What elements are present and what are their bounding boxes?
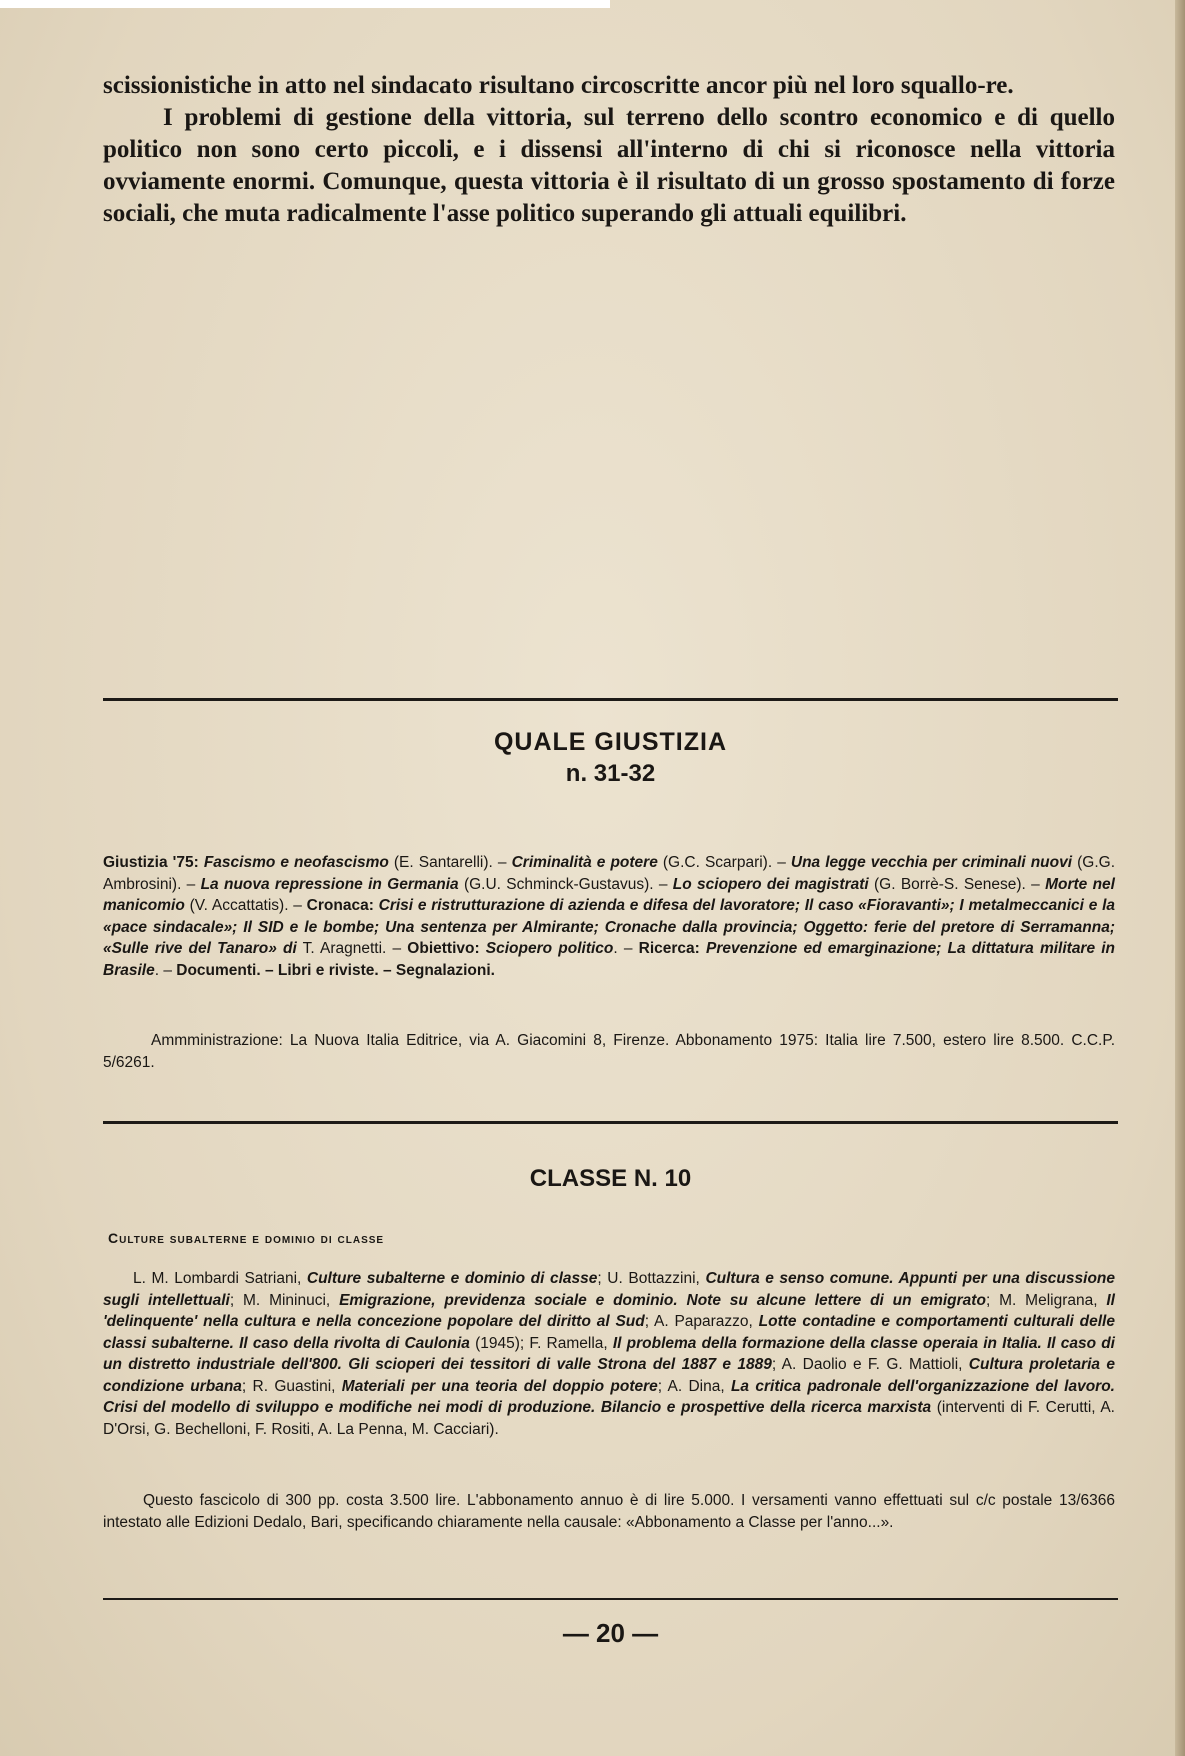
contents-segment: L. M. Lombardi Satriani, (133, 1270, 307, 1287)
contents-segment: La critica padronale dell'organizzazione del lavoro. Crisi del modello di sviluppo e modifiche nei modi di produzione. Bilancio e prospettive della ricerca marxista (103, 1377, 1115, 1416)
contents-segment: Cultura proletaria e condizione urbana (103, 1356, 1115, 1395)
contents-segment: Ricerca: (638, 940, 706, 957)
classe-contents (103, 1268, 1115, 1440)
contents-segment: (G. Borrè-S. Senese). – (868, 875, 1046, 893)
classe-subtitle: Culture subalterne e dominio di classe (108, 1230, 385, 1246)
contents-segment: Documenti. – Libri e riviste. – Segnalazioni. (176, 961, 495, 979)
intro-text (103, 70, 1115, 230)
contents-segment: Lo sciopero dei magistrati (672, 875, 869, 893)
page-number: — 20 — (562, 1618, 659, 1648)
contents-segment: Obiettivo: (407, 940, 486, 957)
contents-segment: (G.C. Scarpari). – (657, 854, 791, 871)
section-divider (103, 698, 1118, 701)
contents-segment: (E. Santarelli). – (388, 854, 512, 871)
quale-giustizia-contents (103, 852, 1115, 981)
contents-segment: . – (613, 940, 639, 957)
paper-edge-top (0, 0, 610, 8)
quale-giustizia-title: QUALE GIUSTIZIA (493, 728, 728, 756)
intro-paragraph-2: I problemi di gestione della vittoria, sul terreno dello scontro economico e di quello politico non sono certo piccoli, e i dissensi all'interno di chi si riconosce nella vittoria ovviamente enormi. Comunque, questa vittoria è il risultato di un grosso spostamento di forze sociali, che muta radicalmente l'asse politico superando gli attuali equilibri. (103, 104, 1115, 227)
contents-segment: ; R. Guastini, (241, 1377, 342, 1395)
contents-segment: Sciopero politico (485, 940, 614, 957)
contents-segment: Il problema della formazione della classe operaia in Italia. Il caso di un distretto industriale dell'800. Gli scioperi dei tessitori di valle Strona del 1887 e 1889 (103, 1334, 1115, 1373)
contents-segment: Emigrazione, previdenza sociale e dominio. Note su alcune lettere di un emigrato (339, 1291, 986, 1309)
contents-segment: Prevenzione ed emarginazione; La dittatura militare in Brasile (103, 940, 1116, 979)
contents-segment: Morte nel manicomio (103, 875, 1115, 914)
contents-segment: Il 'delinquente' nella cultura e nella concezione popolare del diritto al Sud (103, 1291, 1115, 1330)
paper-edge-right (1175, 0, 1185, 1756)
quale-giustizia-number: n. 31-32 (565, 760, 656, 787)
contents-segment: ; M. Meligrana, (985, 1291, 1107, 1309)
contents-segment: Cronaca: (306, 897, 379, 914)
contents-segment: (interventi di F. Cerutti, A. D'Orsi, G. Bechelloni, F. Rositi, A. La Penna, M. Cacciari). (103, 1399, 1115, 1438)
contents-segment: (G.U. Schminck-Gustavus). – (458, 875, 673, 893)
section-divider (103, 1598, 1118, 1600)
contents-segment: ; A. Paparazzo, (644, 1313, 759, 1330)
contents-segment: Lotte contadine e comportamenti culturali delle classi subalterne. Il caso della rivolta di Caulonia (103, 1313, 1115, 1352)
contents-segment: T. Aragnetti. – (296, 940, 408, 957)
contents-segment: Giustizia '75: (103, 854, 204, 871)
contents-segment: ; A. Daolio e F. G. Mattioli, (771, 1356, 969, 1373)
contents-segment: (1945); F. Ramella, (469, 1334, 613, 1352)
classe-title: CLASSE N. 10 (529, 1165, 692, 1192)
contents-segment: Fascismo e neofascismo (203, 854, 389, 871)
contents-segment: (G.G. Ambrosini). – (103, 854, 1115, 893)
contents-segment: (V. Accattatis). – (184, 897, 307, 914)
contents-segment: La nuova repressione in Germania (200, 875, 459, 893)
contents-segment: Culture subalterne e dominio di classe (306, 1270, 598, 1287)
contents-segment: Una legge vecchia per criminali nuovi (790, 854, 1073, 871)
section-divider (103, 1121, 1118, 1124)
contents-segment: ; A. Dina, (657, 1377, 731, 1395)
classe-note: Questo fascicolo di 300 pp. costa 3.500 lire. L'abbonamento annuo è di lire 5.000. I versamenti vanno effettuati sul c/c postale 13/6366 intestato alle Edizioni Dedalo, Bari, specificando chiaramente nella causale: «Abbonamento a Classe per l'anno...». (103, 1492, 1115, 1531)
contents-segment: Criminalità e potere (511, 854, 658, 871)
contents-segment: Crisi e ristrutturazione di azienda e difesa del lavoratore; Il caso «Fioravanti»; I metalmeccanici e la «pace sindacale»; Il SID e le bombe; Una sentenza per Almirante; Cronache dalla provincia; Oggetto: ferie del pretore di Serramanna; «Sulle rive del Tanaro» di (103, 897, 1115, 957)
contents-segment: Materiali per una teoria del doppio potere (341, 1377, 658, 1395)
contents-segment: . – (154, 961, 177, 979)
contents-segment: Cultura e senso comune. Appunti per una discussione sugli intellettuali (103, 1270, 1116, 1309)
contents-segment: ; M. Mininuci, (229, 1291, 340, 1309)
contents-segment: ; U. Bottazzini, (597, 1270, 706, 1287)
intro-paragraph-1: scissionistiche in atto nel sindacato risultano circoscritte ancor più nel loro squallo-re. (103, 72, 1014, 99)
quale-giustizia-administration: Ammministrazione: La Nuova Italia Editrice, via A. Giacomini 8, Firenze. Abbonamento 1975: Italia lire 7.500, estero lire 8.500. C.C.P. 5/6261. (103, 1032, 1115, 1071)
